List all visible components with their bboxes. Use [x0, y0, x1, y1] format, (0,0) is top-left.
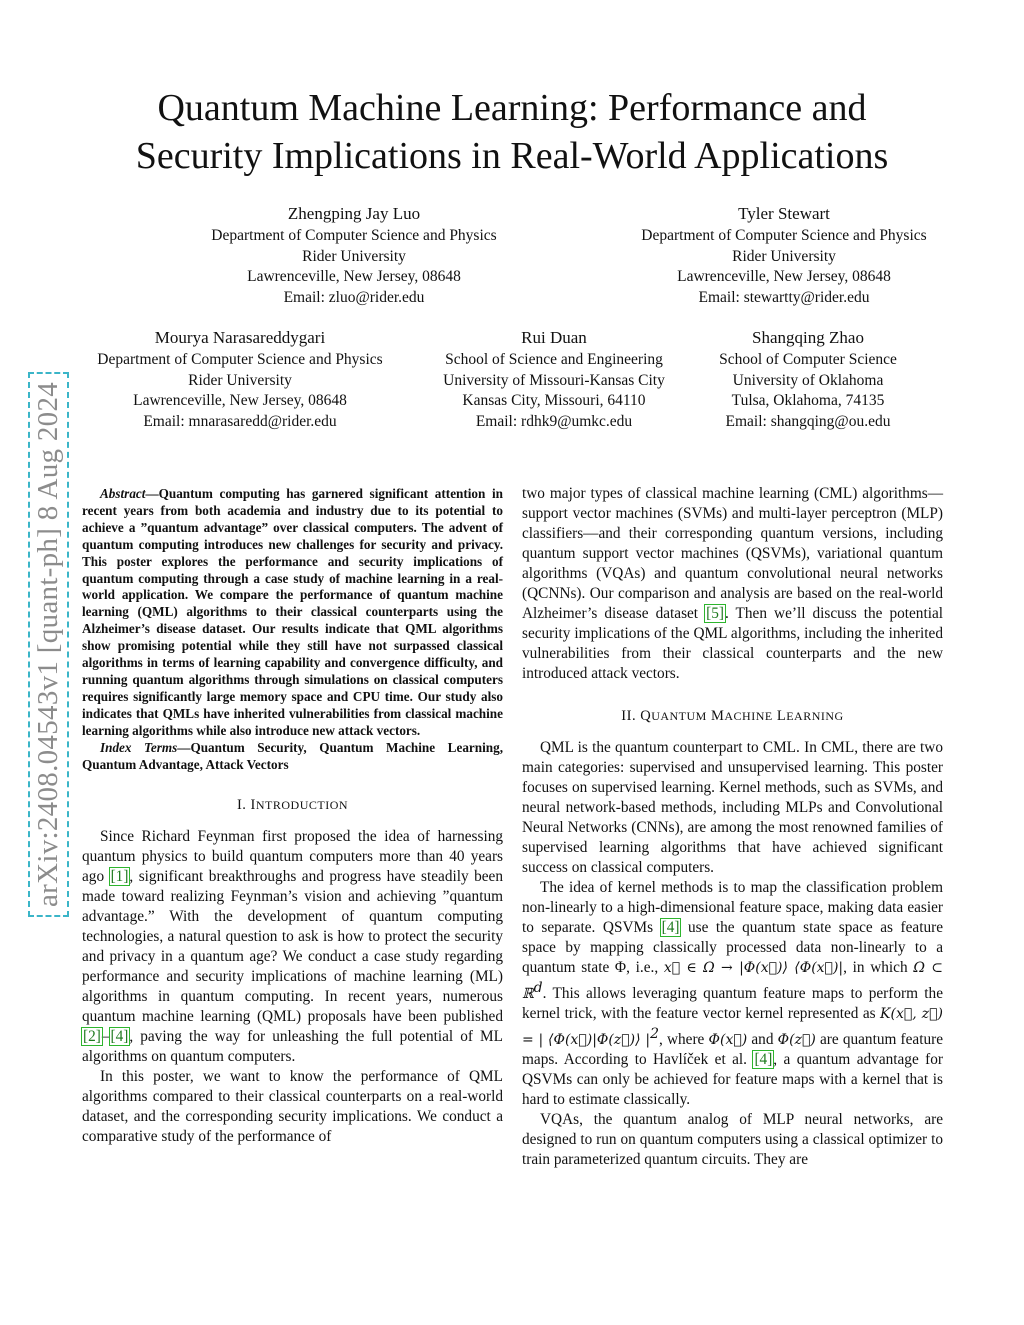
author-email[interactable]: Email: stewartty@rider.edu: [698, 288, 870, 306]
text: . This allows leveraging quantum feature maps to perform the kernel trick, with the feature vector kernel represented as: [522, 985, 943, 1023]
text: , paving the way for unleashing the full potential of ML algorithms on quantum computers.: [82, 1028, 503, 1066]
math-expression: Φ(x⃗): [708, 1032, 748, 1049]
author-location: Kansas City, Missouri, 64110: [462, 392, 646, 409]
qml-paragraph-3: VQAs, the quantum analog of MLP neural networks, are designed to run on quantum computers using a classical optimizer to train parameterized quantum circuits. They are: [522, 1111, 943, 1169]
author-institution: University of Missouri-Kansas City: [443, 371, 665, 389]
author-dept: School of Computer Science: [719, 351, 897, 368]
author-location: Lawrenceville, New Jersey, 08648: [677, 268, 891, 285]
author-dept: School of Science and Engineering: [445, 351, 663, 368]
text: , a quantum advantage for QSVMs can only be achieved for feature maps with a kernel that is hard to estimate classically.: [522, 1051, 944, 1109]
text: . Then we’ll discuss the potential security implications of the QML algorithms, including the inherited vulnerabilities from their classical counterparts and the new introduced attack vectors.: [522, 605, 943, 682]
citation-link[interactable]: [4]: [754, 1051, 773, 1069]
abstract-text: —Quantum computing has garnered significant attention in recent years from both academia and industry due to its potential to achieve a ”quantum advantage” over classical computers. The advent of quantum computing introduces new challenges for security and privacy. This poster explores the performance and security implications of quantum computing through a case study of machine learning in a real-world application. We compare the performance of quantum machine learning (QML) algorithms to their classical counterparts using the Alzheimer’s disease dataset. Our results indicate that QML algorithms show promising potential while they still have not surpassed classical algorithms in terms of learning capability and convergence difficulty, and running quantum algorithms through simulations on classical computers requires significantly large memory space and CPU time. Our study also indicates that QMLs have inherited vulnerabilities from classical machine learning algorithms while also introduce new attack vectors.: [82, 486, 503, 738]
author-email[interactable]: Email: rdhk9@umkc.edu: [475, 412, 633, 430]
author-email[interactable]: Email: shangqing@ou.edu: [725, 412, 891, 430]
left-column: [82, 486, 503, 1147]
section-heading-qml: [522, 706, 943, 726]
math-expression: Φ(z⃗): [777, 1032, 816, 1049]
author-email[interactable]: Email: zluo@rider.edu: [283, 288, 425, 306]
abstract: [82, 486, 503, 740]
author-block-5: [698, 326, 918, 432]
citation-link[interactable]: [2]: [83, 1028, 101, 1046]
title-line-1: Quantum Machine Learning: Performance and: [157, 87, 867, 129]
intro-paragraph-1: [82, 827, 503, 1067]
text: use the quantum state space as feature space by mapping classically processed data non-linearly to a quantum state Φ, i.e.,: [522, 919, 943, 976]
author-institution: Rider University: [188, 371, 292, 389]
section-title-rest: NTRODUCTION: [255, 798, 349, 813]
text: , in which: [843, 959, 914, 976]
section-title-initial: I: [250, 797, 256, 814]
citation-link[interactable]: [4]: [110, 1028, 129, 1046]
section-title-rest: UANTUM: [651, 709, 707, 723]
math-superscript: 2: [650, 1026, 659, 1043]
text: The idea of kernel methods is to map the classification problem non-linearly to a high-dimensional feature space, making data easier to separate. QSVMs: [522, 879, 943, 936]
section-title-initial: M: [710, 708, 725, 724]
author-name: Shangqing Zhao: [752, 328, 864, 347]
right-column: [522, 484, 943, 1170]
text: , where: [658, 1031, 709, 1049]
author-location: Lawrenceville, New Jersey, 08648: [247, 268, 461, 285]
text: and: [747, 1031, 778, 1049]
intro-paragraph-2: In this poster, we want to know the performance of QML algorithms compared to their classical counterparts on a real-world dataset, and the corresponding security implications. We conduct a comparative study of the performance of: [82, 1068, 503, 1146]
author-block-4: [424, 326, 684, 432]
citation-link[interactable]: [4]: [661, 919, 680, 936]
author-dept: Department of Computer Science and Physics: [97, 351, 383, 368]
qml-paragraph-1: QML is the quantum counterpart to CML. In CML, there are two main categories: supervised and unsupervised learning. This poster focuses on supervised learning. Kernel methods, such as SVMs, and neural network-based methods, including MLPs and Convolutional Neural Networks (CNNs), are among the most renowned families of supervised learning algorithms that have achieved significant success on classical computers.: [522, 739, 943, 876]
qml-paragraph-2: [522, 878, 943, 1110]
author-block-3: [70, 326, 410, 432]
index-terms-text: —Quantum Security, Quantum Machine Learning, Quantum Advantage, Attack Vectors: [82, 739, 503, 772]
citation-link[interactable]: [1]: [110, 868, 129, 886]
author-dept: Department of Computer Science and Physics: [641, 227, 927, 244]
author-institution: Rider University: [732, 247, 836, 265]
math-expression: K(x⃗, z⃗) = | ⟨Φ(x⃗)|Φ(z⃗)⟩ |: [522, 1006, 944, 1049]
author-dept: Department of Computer Science and Physics: [211, 227, 497, 244]
section-title-rest: ACHINE: [724, 709, 773, 723]
arxiv-stamp[interactable]: arXiv:2408.04543v1 [quant-ph] 8 Aug 2024: [28, 372, 69, 917]
section-number: I.: [236, 797, 247, 814]
author-block-2: [614, 202, 954, 308]
paper-title: [0, 84, 1024, 180]
author-name: Mourya Narasareddygari: [154, 328, 326, 347]
abstract-label: Abstract: [100, 486, 146, 501]
text: two major types of classical machine learning (CML) algorithms—support vector machines (SVMs) and multi-layer perceptron (MLP) classifiers—and their corresponding quantum versions, including quantum support vector machines (QSVMs), variational quantum algorithms (VQAs) and quantum convolutional neural networks (QCNNs). Our comparison and analysis are based on the real-world Alzheimer’s disease dataset: [522, 485, 943, 622]
author-name: Rui Duan: [521, 328, 587, 347]
author-institution: Rider University: [302, 247, 406, 265]
math-expression: Ω ⊂ ℝ: [522, 960, 943, 1003]
title-line-2: Security Implications in Real-World Applications: [135, 135, 889, 177]
author-block-1: [184, 202, 524, 308]
index-terms-label: Index Terms: [100, 739, 178, 755]
text: Since Richard Feynman first proposed the idea of harnessing quantum physics to build quantum computers more than 40 years ago: [82, 828, 503, 886]
text: –: [101, 1028, 110, 1046]
author-location: Lawrenceville, New Jersey, 08648: [133, 392, 347, 409]
author-email[interactable]: Email: mnarasaredd@rider.edu: [143, 412, 337, 430]
text: , significant breakthroughs and progress have steadily been made toward realizing Feynman’s vision and achieving ”quantum advantage.” With the development of quantum computing technologies, a natural question to ask is how to protect the security and privacy in a quantum age? We conduct a case study regarding performance and security implications of machine learning (ML) algorithms in quantum computing. In recent years, numerous quantum machine learning (QML) proposals have been published: [82, 868, 503, 1026]
math-expression: x⃗ ∈ Ω → |Φ(x⃗)⟩ ⟨Φ(x⃗)|: [663, 960, 844, 976]
right-paragraph-continued: [522, 484, 943, 684]
text: are quantum feature maps. According to Havlíček et al.: [522, 1031, 943, 1069]
author-location: Tulsa, Oklahoma, 74135: [731, 392, 885, 409]
index-terms: [82, 740, 503, 774]
citation-link[interactable]: [5]: [706, 605, 724, 622]
author-name: Zhengping Jay Luo: [287, 204, 421, 223]
author-institution: University of Oklahoma: [732, 371, 884, 389]
math-superscript: d: [533, 980, 543, 996]
section-number: II.: [621, 708, 637, 724]
author-name: Tyler Stewart: [738, 204, 830, 223]
section-title-initial: L: [776, 708, 787, 724]
section-title-initial: Q: [640, 708, 652, 724]
section-heading-introduction: [82, 795, 503, 815]
section-title-rest: EARNING: [786, 709, 844, 723]
